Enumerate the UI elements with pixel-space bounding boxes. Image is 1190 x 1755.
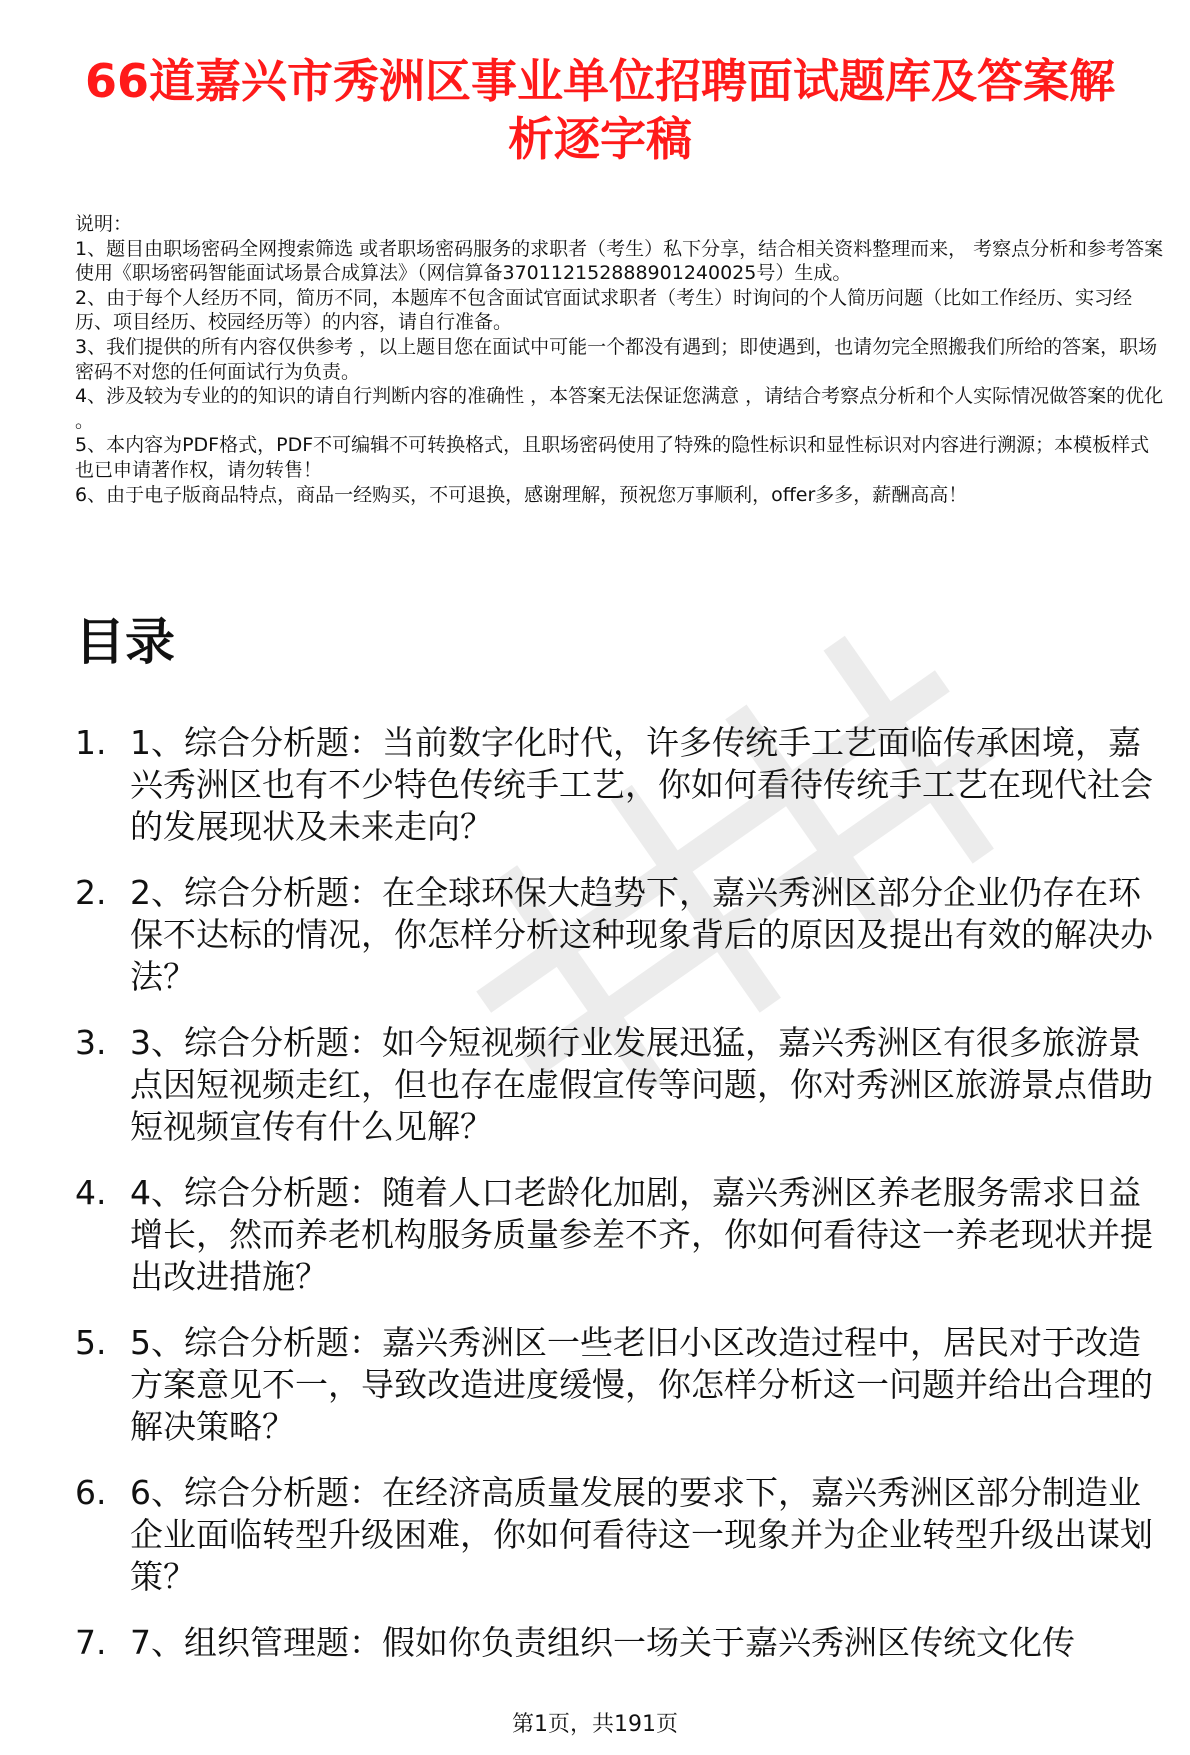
toc-heading: 目录 (75, 613, 175, 671)
toc-item-number: 7. (75, 1623, 107, 1662)
toc-item-number: 5. (75, 1323, 107, 1362)
toc-item[interactable] (75, 1622, 1165, 1664)
toc-item-text[interactable]: 1、综合分析题：当前数字化时代，许多传统手工艺面临传承困境，嘉兴秀洲区也有不少特色传统手工艺，你如何看待传统手工艺在现代社会的发展现状及未来走向？ (130, 723, 1153, 846)
note-item: 6、由于电子版商品特点，商品一经购买，不可退换，感谢理解，预祝您万事顺利，offer多多，薪酬高高！ (75, 483, 968, 506)
note-item: 5、本内容为PDF格式，PDF不可编辑不可转换格式，且职场密码使用了特殊的隐性标识和显性标识对内容进行溯源；本模板样式也已申请著作权，请勿转售！ (75, 434, 1150, 481)
toc-item-number: 1. (75, 723, 107, 762)
document-title: 66道嘉兴市秀洲区事业单位招聘面试题库及答案解析逐字稿 (84, 54, 1115, 166)
toc-item[interactable] (75, 722, 1165, 848)
note-item: 1、题目由职场密码全网搜索筛选 或者职场密码服务的求职者（考生）私下分享，结合相关资料整理而来， 考察点分析和参考答案使用《职场密码智能面试场景合成算法》（网信算备370112152888901240025号）生成。 (75, 237, 1164, 285)
toc-item-number: 4. (75, 1173, 107, 1212)
toc-item-number: 3. (75, 1023, 107, 1062)
notes-heading: 说明： (75, 213, 133, 235)
note-item: 4、涉及较为专业的的知识的请自行判断内容的准确性 ，本答案无法保证您满意 ，请结合考察点分析和个人实际情况做答案的优化 。 (75, 385, 1164, 432)
page-footer: 第1页，共191页 (512, 1712, 678, 1737)
toc-item[interactable] (75, 872, 1165, 998)
toc-item[interactable] (75, 1472, 1165, 1598)
notes-section (75, 212, 1165, 507)
toc-item-text[interactable]: 7、组织管理题：假如你负责组织一场关于嘉兴秀洲区传统文化传 (130, 1623, 1075, 1662)
toc-item-text[interactable]: 5、综合分析题：嘉兴秀洲区一些老旧小区改造过程中，居民对于改造方案意见不一，导致改造进度缓慢，你怎样分析这一问题并给出合理的解决策略？ (130, 1323, 1153, 1446)
toc-item-text[interactable]: 2、综合分析题：在全球环保大趋势下，嘉兴秀洲区部分企业仍存在环保不达标的情况，你怎样分析这种现象背后的原因及提出有效的解决办法？ (130, 873, 1153, 996)
toc-item-text[interactable]: 4、综合分析题：随着人口老龄化加剧，嘉兴秀洲区养老服务需求日益增长，然而养老机构服务质量参差不齐，你如何看待这一养老现状并提出改进措施？ (130, 1173, 1153, 1296)
table-of-contents (75, 722, 1165, 1688)
note-item: 2、由于每个人经历不同，简历不同，本题库不包含面试官面试求职者（考生）时询问的个人简历问题（比如工作经历、实习经历、项目经历、校园经历等）的内容，请自行准备。 (75, 286, 1133, 334)
toc-item[interactable] (75, 1022, 1165, 1148)
toc-item-number: 2. (75, 873, 107, 912)
toc-item-number: 6. (75, 1473, 107, 1512)
toc-item[interactable] (75, 1322, 1165, 1448)
toc-item[interactable] (75, 1172, 1165, 1298)
toc-item-text[interactable]: 6、综合分析题：在经济高质量发展的要求下，嘉兴秀洲区部分制造业企业面临转型升级困难，你如何看待这一现象并为企业转型升级出谋划策？ (130, 1473, 1153, 1596)
toc-item-text[interactable]: 3、综合分析题：如今短视频行业发展迅猛，嘉兴秀洲区有很多旅游景点因短视频走红，但也存在虚假宣传等问题，你对秀洲区旅游景点借助短视频宣传有什么见解？ (130, 1023, 1153, 1146)
note-item: 3、我们提供的所有内容仅供参考 ，以上题目您在面试中可能一个都没有遇到；即使遇到，也请勿完全照搬我们所给的答案，职场密码不对您的任何面试行为负责。 (75, 335, 1158, 383)
